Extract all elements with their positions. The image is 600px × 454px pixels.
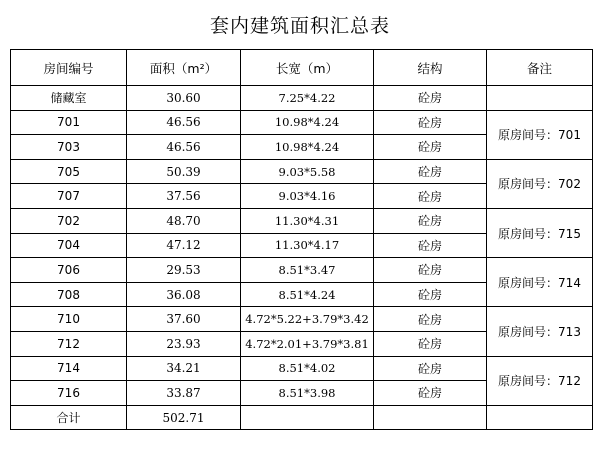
note-cell: 原房间号：715	[487, 208, 593, 257]
room-no-cell: 701	[11, 110, 127, 135]
structure-cell: 砼房	[374, 208, 487, 233]
room-no-cell: 707	[11, 184, 127, 209]
total-label: 合计	[11, 405, 127, 430]
area-cell: 29.53	[127, 258, 241, 283]
area-cell: 30.60	[127, 86, 241, 111]
dims-cell: 4.72*2.01+3.79*3.81	[241, 331, 374, 356]
room-no-cell: 储藏室	[11, 86, 127, 111]
table-title: 套内建筑面积汇总表	[209, 15, 390, 37]
table-row	[11, 159, 593, 184]
note-cell: 原房间号：712	[487, 356, 593, 405]
area-cell: 50.39	[127, 159, 241, 184]
structure-cell: 砼房	[374, 159, 487, 184]
area-cell: 36.08	[127, 282, 241, 307]
total-structure-cell	[374, 405, 487, 430]
structure-cell: 砼房	[374, 110, 487, 135]
header-structure: 结构	[374, 50, 487, 86]
room-no-cell: 710	[11, 307, 127, 332]
table-row	[11, 307, 593, 332]
structure-cell: 砼房	[374, 331, 487, 356]
structure-cell: 砼房	[374, 307, 487, 332]
note-cell: 原房间号：714	[487, 258, 593, 307]
area-cell: 46.56	[127, 135, 241, 160]
room-no-cell: 704	[11, 233, 127, 258]
total-row	[11, 405, 593, 430]
dims-cell: 9.03*4.16	[241, 184, 374, 209]
room-no-cell: 706	[11, 258, 127, 283]
header-dims: 长宽（m）	[241, 50, 374, 86]
dims-cell: 8.51*3.98	[241, 381, 374, 406]
structure-cell: 砼房	[374, 381, 487, 406]
table-row	[11, 110, 593, 135]
dims-cell: 4.72*5.22+3.79*3.42	[241, 307, 374, 332]
total-dims-cell	[241, 405, 374, 430]
total-note-cell	[487, 405, 593, 430]
area-cell: 47.12	[127, 233, 241, 258]
area-cell: 33.87	[127, 381, 241, 406]
dims-cell: 9.03*5.58	[241, 159, 374, 184]
room-no-cell: 705	[11, 159, 127, 184]
room-no-cell: 716	[11, 381, 127, 406]
area-cell: 37.60	[127, 307, 241, 332]
area-summary-table	[10, 49, 593, 430]
area-cell: 37.56	[127, 184, 241, 209]
dims-cell: 7.25*4.22	[241, 86, 374, 111]
structure-cell: 砼房	[374, 86, 487, 111]
table-row	[11, 258, 593, 283]
room-no-cell: 712	[11, 331, 127, 356]
area-cell: 34.21	[127, 356, 241, 381]
structure-cell: 砼房	[374, 184, 487, 209]
dims-cell: 8.51*4.24	[241, 282, 374, 307]
room-no-cell: 703	[11, 135, 127, 160]
room-no-cell: 708	[11, 282, 127, 307]
total-area: 502.71	[127, 405, 241, 430]
dims-cell: 8.51*4.02	[241, 356, 374, 381]
dims-cell: 8.51*3.47	[241, 258, 374, 283]
structure-cell: 砼房	[374, 233, 487, 258]
note-cell: 原房间号：713	[487, 307, 593, 356]
header-note: 备注	[487, 50, 593, 86]
header-room-no: 房间编号	[11, 50, 127, 86]
note-cell: 原房间号：701	[487, 110, 593, 159]
structure-cell: 砼房	[374, 356, 487, 381]
dims-cell: 11.30*4.17	[241, 233, 374, 258]
dims-cell: 10.98*4.24	[241, 110, 374, 135]
header-area: 面积（m²）	[127, 50, 241, 86]
note-cell	[487, 86, 593, 111]
table-row	[11, 86, 593, 111]
area-cell: 46.56	[127, 110, 241, 135]
note-cell: 原房间号：702	[487, 159, 593, 208]
dims-cell: 10.98*4.24	[241, 135, 374, 160]
structure-cell: 砼房	[374, 258, 487, 283]
header-row	[11, 50, 593, 86]
structure-cell: 砼房	[374, 282, 487, 307]
area-cell: 48.70	[127, 208, 241, 233]
room-no-cell: 714	[11, 356, 127, 381]
dims-cell: 11.30*4.31	[241, 208, 374, 233]
room-no-cell: 702	[11, 208, 127, 233]
area-cell: 23.93	[127, 331, 241, 356]
table-row	[11, 356, 593, 381]
structure-cell: 砼房	[374, 135, 487, 160]
table-row	[11, 208, 593, 233]
